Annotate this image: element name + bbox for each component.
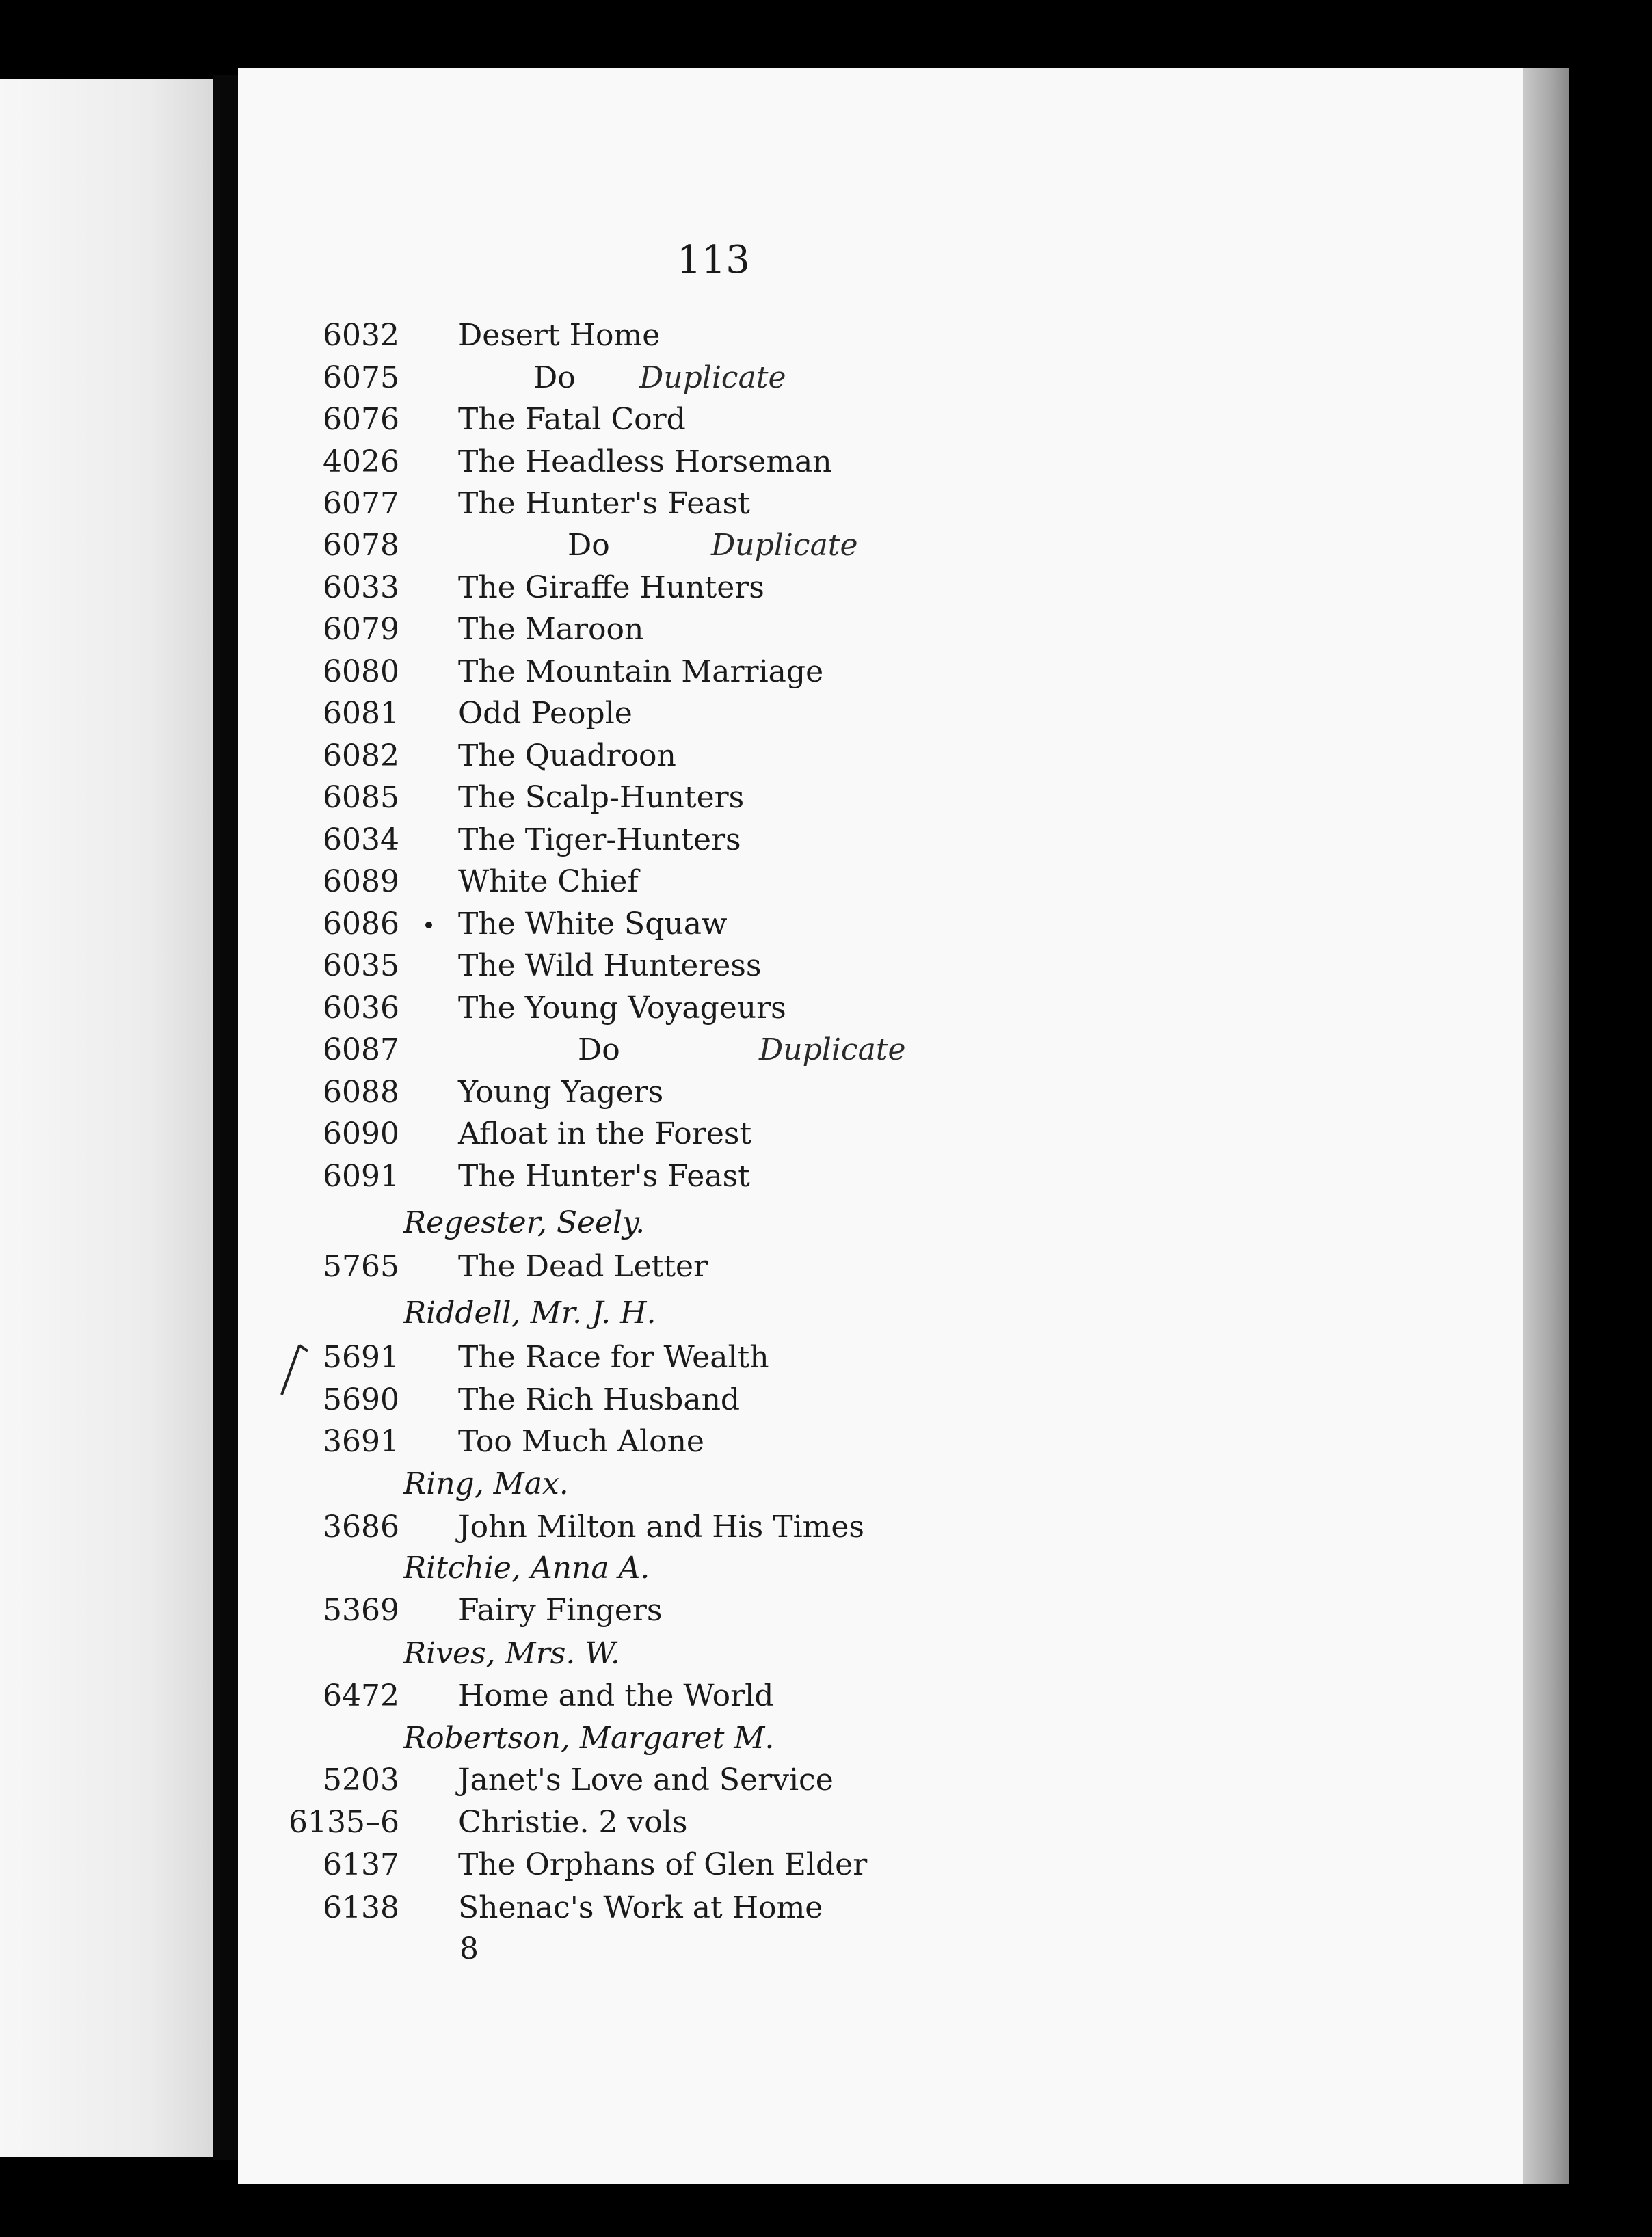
- catalog-entry: [0, 780, 1504, 821]
- entry-number: 6091: [323, 1159, 399, 1194]
- entry-title: The Hunter's Feast: [458, 1159, 750, 1194]
- entry-note: Duplicate: [759, 1032, 906, 1067]
- catalog-entry: [0, 907, 1504, 948]
- entry-number: 6087: [323, 1032, 399, 1067]
- entry-number: 5690: [323, 1382, 399, 1417]
- catalog-entry: [0, 1249, 1504, 1290]
- entry-title: Young Yagers: [458, 1075, 664, 1110]
- catalog-entry: [0, 654, 1504, 695]
- catalog-entry: [0, 1805, 1504, 1846]
- entry-title: Janet's Love and Service: [458, 1763, 834, 1797]
- author-heading: Ritchie, Anna A.: [403, 1551, 650, 1585]
- entry-title: The Wild Hunteress: [458, 948, 762, 983]
- catalog-entry: [0, 1593, 1504, 1634]
- entry-title: The Tiger-Hunters: [458, 822, 741, 857]
- entry-number: 6077: [323, 486, 399, 521]
- catalog-entry: [0, 822, 1504, 863]
- entry-number: 6086: [323, 907, 399, 941]
- entry-title: The Race for Wealth: [458, 1340, 769, 1375]
- entry-number: 6088: [323, 1075, 399, 1110]
- catalog-entry: [0, 1763, 1504, 1804]
- catalog-entry: [0, 1032, 1504, 1073]
- entry-title: The Scalp-Hunters: [458, 780, 745, 815]
- catalog-entry: [0, 444, 1504, 485]
- catalog-entry: [0, 528, 1504, 569]
- entry-number: 6137: [323, 1847, 399, 1882]
- entry-title: Desert Home: [458, 318, 661, 353]
- entry-title: The Headless Horseman: [458, 444, 832, 479]
- entry-title: Fairy Fingers: [458, 1593, 663, 1628]
- entry-title: The Dead Letter: [458, 1249, 708, 1284]
- catalog-entry: [0, 1678, 1504, 1719]
- entry-number: 5369: [323, 1593, 399, 1628]
- entry-number: 6090: [323, 1116, 399, 1151]
- bullet-mark: [425, 922, 432, 928]
- catalog-entry: [0, 1340, 1504, 1381]
- entry-title: Home and the World: [458, 1678, 774, 1713]
- catalog-entry: [0, 864, 1504, 905]
- catalog-entry: [0, 1159, 1504, 1200]
- entry-number: 3691: [323, 1424, 399, 1459]
- entry-number: 6089: [323, 864, 399, 899]
- catalog-entry: [0, 1510, 1504, 1551]
- entry-title: Shenac's Work at Home: [458, 1890, 823, 1925]
- entry-title: White Chief: [458, 864, 639, 899]
- entry-note: Duplicate: [711, 528, 858, 563]
- entry-number: 6078: [323, 528, 399, 563]
- entry-number: 6082: [323, 738, 399, 773]
- entry-title: Odd People: [458, 696, 632, 731]
- entry-number: 6138: [323, 1890, 399, 1925]
- entry-title: The Giraffe Hunters: [458, 570, 764, 605]
- entry-number: 6472: [323, 1678, 399, 1713]
- entry-number: 6085: [323, 780, 399, 815]
- entry-number: 6034: [323, 822, 399, 857]
- catalog-entry: [0, 738, 1504, 779]
- author-heading: Rives, Mrs. W.: [403, 1636, 620, 1671]
- entry-number: 6033: [323, 570, 399, 605]
- signature-mark: 8: [459, 1931, 479, 1966]
- entry-number: 6080: [323, 654, 399, 689]
- entry-number: 6135–6: [289, 1805, 399, 1840]
- entry-title: Do: [568, 528, 610, 563]
- entry-title: The Quadroon: [458, 738, 676, 773]
- author-heading: Regester, Seely.: [403, 1205, 645, 1240]
- entry-title: The Orphans of Glen Elder: [458, 1847, 868, 1882]
- page-number: 113: [677, 238, 750, 282]
- catalog-entry: [0, 1847, 1504, 1888]
- entry-number: 5203: [323, 1763, 399, 1797]
- entry-number: 6035: [323, 948, 399, 983]
- catalog-entry: [0, 1890, 1504, 1931]
- entry-number: 4026: [323, 444, 399, 479]
- catalog-entry: [0, 360, 1504, 401]
- catalog-entry: [0, 612, 1504, 653]
- catalog-entry: [0, 948, 1504, 989]
- catalog-entry: [0, 991, 1504, 1032]
- entry-number: 6076: [323, 402, 399, 437]
- author-heading: Ring, Max.: [403, 1466, 569, 1501]
- entry-title: Afloat in the Forest: [458, 1116, 752, 1151]
- entry-number: 3686: [323, 1510, 399, 1544]
- entry-title: Do: [533, 360, 576, 395]
- author-heading: Riddell, Mr. J. H.: [403, 1296, 656, 1330]
- entry-number: 5765: [323, 1249, 399, 1284]
- entry-title: John Milton and His Times: [458, 1510, 864, 1544]
- author-heading: Robertson, Margaret M.: [403, 1721, 775, 1756]
- entry-title: The Fatal Cord: [458, 402, 686, 437]
- entry-number: 6081: [323, 696, 399, 731]
- entry-title: Do: [578, 1032, 620, 1067]
- catalog-entry: [0, 402, 1504, 443]
- entry-title: The White Squaw: [458, 907, 728, 941]
- entry-title: The Young Voyageurs: [458, 991, 786, 1026]
- entry-note: Duplicate: [639, 360, 786, 395]
- catalog-entry: [0, 1424, 1504, 1465]
- catalog-entry: [0, 318, 1504, 359]
- entry-title: The Rich Husband: [458, 1382, 741, 1417]
- page-edge-shadow: [1523, 68, 1569, 2184]
- entry-title: The Maroon: [458, 612, 644, 647]
- entry-number: 5691: [323, 1340, 399, 1375]
- entry-title: The Hunter's Feast: [458, 486, 750, 521]
- catalog-entry: [0, 696, 1504, 737]
- entry-title: Too Much Alone: [458, 1424, 704, 1459]
- catalog-entry: [0, 486, 1504, 527]
- entry-number: 6032: [323, 318, 399, 353]
- entry-number: 6075: [323, 360, 399, 395]
- catalog-entry: [0, 1116, 1504, 1157]
- catalog-entry: [0, 570, 1504, 611]
- entry-number: 6036: [323, 991, 399, 1026]
- catalog-entry: [0, 1075, 1504, 1116]
- entry-title: Christie. 2 vols: [458, 1805, 688, 1840]
- entry-number: 6079: [323, 612, 399, 647]
- catalog-entry: [0, 1382, 1504, 1423]
- entry-title: The Mountain Marriage: [458, 654, 824, 689]
